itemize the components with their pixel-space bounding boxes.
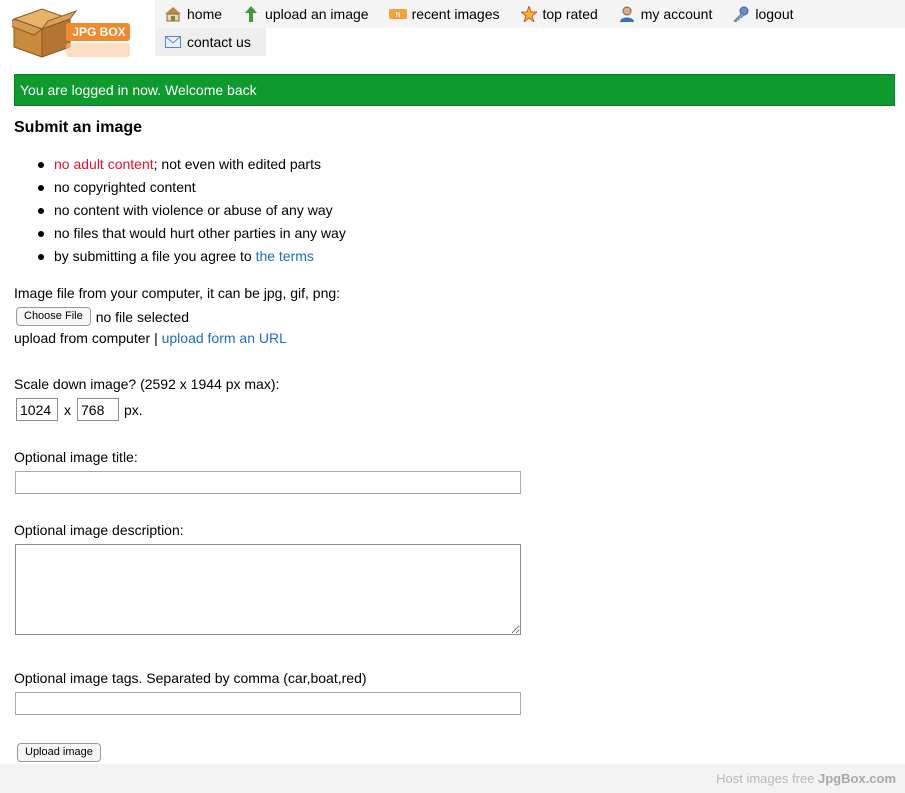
house-icon: [164, 5, 182, 23]
title-input[interactable]: [15, 471, 521, 494]
choose-file-button[interactable]: Choose File: [16, 307, 91, 326]
nav-recent[interactable]: [379, 0, 510, 28]
nav-contact-label: contact us: [187, 34, 251, 50]
nav-contact[interactable]: [155, 28, 266, 56]
nav-top-rated-label: top rated: [542, 6, 598, 22]
rule-item: no copyrighted content: [14, 176, 346, 199]
title-label: Optional image title:: [14, 449, 138, 465]
footer: [0, 764, 905, 793]
scale-label: Scale down image? (2592 x 1944 px max):: [14, 376, 280, 392]
terms-link[interactable]: the terms: [255, 248, 314, 264]
scale-width-input[interactable]: [16, 398, 58, 421]
description-textarea[interactable]: [15, 544, 521, 635]
file-status: no file selected: [95, 308, 190, 325]
nav-top-rated[interactable]: [510, 0, 608, 28]
user-icon: [618, 5, 636, 23]
scale-inputs: [16, 398, 143, 421]
envelope-icon: [164, 33, 182, 51]
footer-text: Host images free: [716, 771, 818, 786]
upload-from-computer-text: upload from computer |: [14, 330, 158, 346]
nav-my-account-label: my account: [640, 6, 713, 22]
site-logo[interactable]: [12, 5, 134, 63]
nav-home-label: home: [187, 6, 223, 22]
rule-item: [14, 153, 346, 176]
nav-my-account[interactable]: [608, 0, 723, 28]
nav-row: [155, 0, 905, 28]
tags-input[interactable]: [15, 692, 521, 715]
main-nav: [155, 0, 905, 56]
logo-text: JPG BOX: [72, 25, 126, 39]
nav-row-secondary: [155, 28, 266, 56]
upload-image-button[interactable]: Upload image: [17, 743, 101, 762]
nav-logout[interactable]: [722, 0, 803, 28]
rule-warning-text: no adult content: [54, 156, 154, 172]
upload-source: [14, 330, 287, 346]
login-success-alert: You are logged in now. Welcome back: [14, 74, 895, 106]
svg-text:N: N: [394, 11, 401, 19]
rule-item: [14, 245, 346, 268]
file-label: Image file from your computer, it can be jpg, gif, png:: [14, 285, 341, 301]
rule-item: no files that would hurt other parties in any way: [14, 222, 346, 245]
footer-brand-link[interactable]: JpgBox.com: [817, 771, 896, 786]
rule-text: by submitting a file you agree to: [54, 248, 256, 264]
new-badge-icon: [389, 5, 407, 23]
scale-unit: px.: [124, 401, 143, 418]
description-label: Optional image description:: [14, 522, 184, 538]
rule-text: ; not even with edited parts: [153, 156, 321, 172]
page-title: Submit an image: [14, 119, 143, 136]
upload-url-link[interactable]: upload form an URL: [161, 330, 287, 346]
nav-upload[interactable]: [232, 0, 379, 28]
tags-label: Optional image tags. Separated by comma (car,boat,red): [14, 670, 367, 686]
scale-separator: x: [64, 401, 71, 418]
upload-section: [14, 118, 884, 758]
scale-height-input[interactable]: [77, 398, 119, 421]
key-icon: [732, 5, 750, 23]
nav-home[interactable]: [155, 0, 232, 28]
rule-item: no content with violence or abuse of any way: [14, 199, 346, 222]
file-picker: [16, 307, 189, 326]
rules-list: [14, 153, 346, 268]
nav-logout-label: logout: [755, 6, 794, 22]
star-icon: [520, 5, 538, 23]
nav-recent-label: recent images: [411, 6, 500, 22]
nav-upload-label: upload an image: [265, 6, 369, 22]
arrow-up-icon: [242, 5, 260, 23]
